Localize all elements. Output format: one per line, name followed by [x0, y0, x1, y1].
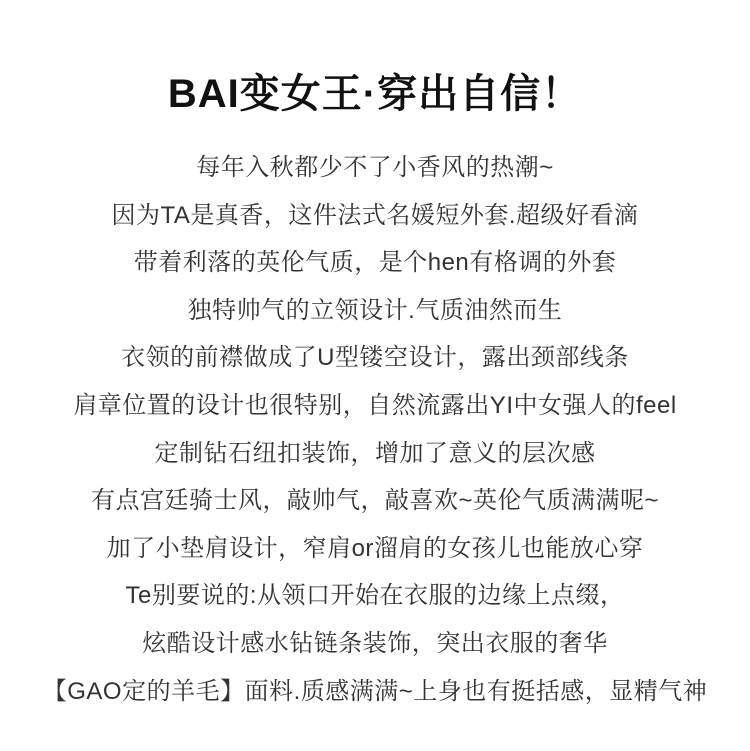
description-line: 带着利落的英伦气质，是个hen有格调的外套 — [133, 249, 617, 277]
description-text-block — [0, 144, 750, 715]
description-line: 炫酷设计感水钻链条装饰，突出衣服的奢华 — [142, 629, 608, 657]
description-line: 加了小垫肩设计，窄肩or溜肩的女孩儿也能放心穿 — [106, 534, 644, 562]
page-title: BAI变女王·穿出自信！ — [167, 72, 583, 116]
description-line: 有点宫廷骑士风，敲帅气，敲喜欢~英伦气质满满呢~ — [90, 487, 660, 515]
description-line: 衣领的前襟做成了U型镂空设计，露出颈部线条 — [121, 344, 629, 372]
description-line: 【GAO定的羊毛】面料.质感满满~上身也有挺括感，显精气神 — [42, 677, 708, 705]
description-line: 每年入秋都少不了小香风的热潮~ — [196, 154, 554, 181]
description-line: 因为TA是真香，这件法式名媛短外套.超级好看滴 — [111, 201, 639, 229]
description-line: 定制钻石纽扣装饰，增加了意义的层次感 — [154, 439, 596, 467]
description-line: 肩章位置的设计也很特别，自然流露出YI中女强人的feel — [73, 391, 677, 419]
description-line: 独特帅气的立领设计.气质油然而生 — [187, 296, 563, 324]
description-line: Te别要说的:从领口开始在衣服的边缘上点缀， — [125, 582, 625, 610]
